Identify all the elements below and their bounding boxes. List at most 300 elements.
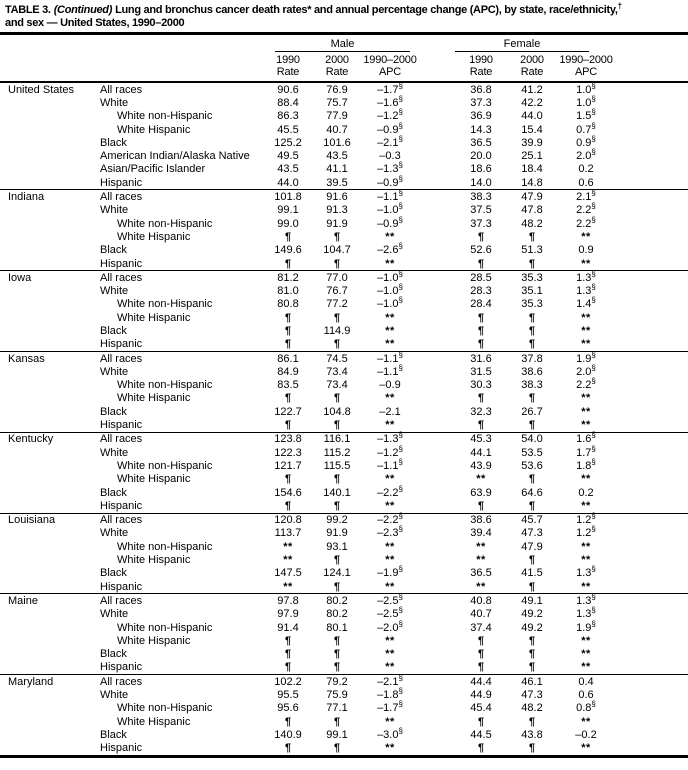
cell-female-2000-rate: 47.3 bbox=[521, 689, 543, 701]
table-row bbox=[0, 324, 688, 337]
section-sign-footnote: § bbox=[398, 605, 403, 615]
value-text: –1.7 bbox=[377, 702, 399, 715]
value-text: –2.1 bbox=[377, 675, 399, 688]
cell-male-2000-rate: ¶ bbox=[333, 580, 341, 593]
table-row bbox=[0, 675, 688, 688]
cell-female-2000-rate: ¶ bbox=[528, 324, 536, 337]
cell-female-1990-rate: 20.0 bbox=[470, 150, 492, 163]
value-text: –2.3 bbox=[377, 527, 399, 540]
cell-female-apc: ** bbox=[581, 661, 591, 674]
cell-male-apc bbox=[361, 269, 419, 284]
cell-female-apc bbox=[557, 282, 615, 298]
cell-female-apc bbox=[557, 214, 615, 230]
section-sign-footnote: § bbox=[398, 107, 403, 117]
cell-male-apc: –0.3 bbox=[379, 150, 401, 163]
cell-male-apc: ** bbox=[385, 648, 395, 661]
header-filler bbox=[615, 54, 688, 78]
header-rate: Rate bbox=[469, 65, 493, 78]
section-sign-footnote: § bbox=[398, 699, 403, 709]
cell-female-apc bbox=[557, 107, 615, 123]
table-row bbox=[0, 201, 688, 217]
cell-male-apc: ** bbox=[385, 499, 395, 512]
value-text: 1.3 bbox=[576, 285, 592, 298]
cell-female-2000-rate: ¶ bbox=[528, 230, 536, 243]
cell-male-1990-rate: 88.4 bbox=[277, 96, 299, 109]
cell-female-2000-rate: ¶ bbox=[528, 392, 536, 405]
cell-male-2000-rate: 140.1 bbox=[323, 486, 351, 499]
cell-male-apc: ** bbox=[385, 715, 395, 728]
cell-female-apc: ** bbox=[581, 311, 591, 324]
table-row bbox=[0, 524, 688, 540]
cell-female-apc bbox=[557, 295, 615, 311]
value-text: –2.6 bbox=[377, 244, 399, 257]
race-ethnicity-label: White bbox=[100, 285, 129, 298]
section-sign-footnote: § bbox=[398, 201, 403, 211]
cell-female-1990-rate: 45.4 bbox=[470, 702, 492, 715]
value-text: –1.0 bbox=[377, 298, 399, 311]
race-ethnicity-label: All races bbox=[100, 433, 143, 446]
value-text: 1.4 bbox=[576, 298, 592, 311]
cell-female-apc bbox=[557, 147, 615, 163]
header-apc: APC bbox=[574, 65, 598, 78]
race-ethnicity-label: Black bbox=[100, 405, 127, 418]
section-sign-footnote: § bbox=[398, 524, 403, 534]
state-group bbox=[0, 270, 688, 351]
state-group bbox=[0, 80, 688, 189]
cell-male-2000-rate: 77.9 bbox=[326, 110, 348, 123]
cell-male-apc: ** bbox=[385, 324, 395, 337]
cell-female-apc bbox=[557, 430, 615, 446]
cell-male-1990-rate: 102.2 bbox=[274, 675, 302, 688]
table-row bbox=[0, 715, 688, 728]
cell-male-1990-rate: 86.3 bbox=[277, 110, 299, 123]
value-text: –2.2 bbox=[377, 514, 399, 527]
value-text: –1.8 bbox=[377, 689, 399, 701]
cell-female-2000-rate: 38.6 bbox=[521, 365, 543, 378]
cell-female-2000-rate: 18.4 bbox=[521, 163, 543, 176]
cell-male-1990-rate: 91.4 bbox=[277, 621, 299, 634]
value-text: –1.2 bbox=[377, 110, 399, 123]
value-text: 1.9 bbox=[576, 352, 592, 365]
state-group bbox=[0, 432, 688, 513]
cell-male-2000-rate: 77.0 bbox=[326, 271, 348, 284]
section-sign-footnote: § bbox=[591, 188, 596, 198]
cell-female-apc bbox=[557, 524, 615, 540]
cell-female-1990-rate: 43.9 bbox=[470, 459, 492, 472]
cell-male-apc bbox=[361, 107, 419, 123]
cell-female-2000-rate: ¶ bbox=[528, 499, 536, 512]
state-group bbox=[0, 351, 688, 432]
race-ethnicity-label: White non-Hispanic bbox=[117, 298, 213, 311]
female-column-group-label: Female bbox=[455, 37, 589, 52]
cell-female-1990-rate: ¶ bbox=[477, 324, 485, 337]
cell-female-apc bbox=[557, 363, 615, 378]
spanner-filler bbox=[615, 37, 688, 52]
cell-female-2000-rate: ¶ bbox=[528, 715, 536, 728]
section-sign-footnote: § bbox=[398, 592, 403, 602]
state-label: Kansas bbox=[8, 352, 45, 365]
cell-male-2000-rate: ¶ bbox=[333, 742, 341, 755]
cell-female-1990-rate: 28.3 bbox=[470, 285, 492, 298]
race-ethnicity-label: All races bbox=[100, 271, 143, 284]
cell-male-2000-rate: 41.1 bbox=[326, 163, 348, 176]
cell-male-apc: ** bbox=[385, 580, 395, 593]
race-ethnicity-label: Black bbox=[100, 567, 127, 580]
cell-female-1990-rate: 14.3 bbox=[470, 123, 492, 136]
section-sign-footnote: § bbox=[398, 269, 403, 279]
header-year: 1990 bbox=[276, 53, 300, 66]
column-header-row bbox=[0, 52, 688, 81]
cell-female-1990-rate: 37.4 bbox=[470, 621, 492, 634]
cell-male-1990-rate: 123.8 bbox=[274, 433, 302, 446]
section-sign-footnote: § bbox=[398, 94, 403, 104]
value-text: 2.2 bbox=[576, 379, 592, 392]
cell-female-2000-rate: 45.7 bbox=[521, 514, 543, 527]
table-row bbox=[0, 605, 688, 621]
value-text: –1.0 bbox=[377, 204, 399, 217]
section-sign-footnote: § bbox=[398, 483, 403, 493]
race-ethnicity-label: Hispanic bbox=[100, 338, 143, 351]
cell-male-apc bbox=[361, 214, 419, 230]
header-gap bbox=[419, 54, 455, 78]
value-text: –1.1 bbox=[377, 459, 399, 472]
cell-male-1990-rate: 147.5 bbox=[274, 567, 302, 580]
cell-female-apc: 0.4 bbox=[578, 675, 594, 688]
cell-female-apc bbox=[557, 564, 615, 580]
cell-male-1990-rate: 101.8 bbox=[274, 191, 302, 204]
section-sign-footnote: § bbox=[591, 564, 596, 574]
race-ethnicity-label: White Hispanic bbox=[117, 392, 191, 405]
value-text: –0.9 bbox=[377, 217, 399, 230]
table-row bbox=[0, 499, 688, 512]
cell-female-apc: ** bbox=[581, 257, 591, 270]
cell-female-2000-rate: 35.3 bbox=[521, 298, 543, 311]
cell-female-apc: ** bbox=[581, 540, 591, 553]
cell-male-1990-rate: 95.6 bbox=[277, 702, 299, 715]
table-row bbox=[0, 594, 688, 607]
cell-female-2000-rate: ¶ bbox=[528, 648, 536, 661]
value-text: –2.0 bbox=[377, 621, 399, 634]
cell-female-apc bbox=[557, 94, 615, 109]
table-row bbox=[0, 728, 688, 741]
cell-female-2000-rate: 39.9 bbox=[521, 136, 543, 149]
cell-female-apc: –0.2 bbox=[575, 728, 597, 741]
value-text: –2.2 bbox=[377, 486, 399, 499]
value-text: 2.0 bbox=[576, 365, 592, 378]
cell-male-2000-rate: 115.2 bbox=[323, 446, 351, 459]
state-group bbox=[0, 189, 688, 270]
value-text: –1.3 bbox=[377, 163, 399, 176]
section-sign-footnote: § bbox=[591, 524, 596, 534]
cell-male-2000-rate: 116.1 bbox=[323, 433, 351, 446]
race-ethnicity-label: White bbox=[100, 608, 129, 621]
cell-female-1990-rate: 31.5 bbox=[470, 365, 492, 378]
table-row bbox=[0, 214, 688, 230]
cell-male-2000-rate: 104.8 bbox=[323, 405, 351, 418]
cell-male-2000-rate: ¶ bbox=[333, 634, 341, 647]
value-text: 1.0 bbox=[576, 83, 592, 96]
race-ethnicity-label: Hispanic bbox=[100, 419, 143, 432]
cell-male-apc bbox=[361, 188, 419, 204]
table-row bbox=[0, 349, 688, 365]
value-text: 1.6 bbox=[576, 433, 592, 446]
cell-male-1990-rate: 43.5 bbox=[277, 163, 299, 176]
table-row bbox=[0, 80, 688, 96]
female-1990-rate-header bbox=[455, 54, 507, 78]
cell-male-1990-rate: ¶ bbox=[284, 230, 292, 243]
cell-male-1990-rate: ¶ bbox=[284, 648, 292, 661]
race-ethnicity-label: All races bbox=[100, 352, 143, 365]
race-ethnicity-label: White non-Hispanic bbox=[117, 702, 213, 715]
cell-male-1990-rate: ¶ bbox=[284, 634, 292, 647]
race-ethnicity-label: Hispanic bbox=[100, 742, 143, 755]
table-row bbox=[0, 688, 688, 701]
cell-male-2000-rate: ¶ bbox=[333, 473, 341, 486]
section-sign-footnote: § bbox=[591, 618, 596, 628]
cell-male-1990-rate: 84.9 bbox=[277, 365, 299, 378]
section-sign-footnote: § bbox=[398, 295, 403, 305]
value-text: 1.2 bbox=[576, 514, 592, 527]
cell-male-1990-rate: 122.7 bbox=[274, 405, 302, 418]
value-text: –1.3 bbox=[377, 433, 399, 446]
section-sign-footnote: § bbox=[398, 120, 403, 130]
cell-male-2000-rate: 99.1 bbox=[326, 728, 348, 741]
table-row bbox=[0, 511, 688, 527]
cell-male-apc bbox=[361, 94, 419, 109]
state-group bbox=[0, 593, 688, 674]
cell-male-apc bbox=[361, 686, 419, 701]
cell-male-apc bbox=[361, 444, 419, 459]
race-ethnicity-label: White bbox=[100, 204, 129, 217]
value-text: 1.5 bbox=[576, 110, 592, 123]
cell-female-1990-rate: 36.5 bbox=[470, 136, 492, 149]
value-text: –1.9 bbox=[377, 567, 399, 580]
cell-female-1990-rate: 45.3 bbox=[470, 433, 492, 446]
race-ethnicity-label: Black bbox=[100, 648, 127, 661]
cell-female-2000-rate: 37.8 bbox=[521, 352, 543, 365]
race-ethnicity-label: Black bbox=[100, 136, 127, 149]
table-row bbox=[0, 376, 688, 392]
cell-male-1990-rate: 90.6 bbox=[277, 83, 299, 96]
cell-male-1990-rate: 122.3 bbox=[274, 446, 302, 459]
cell-female-1990-rate: ¶ bbox=[477, 419, 485, 432]
section-sign-footnote: § bbox=[591, 120, 596, 130]
cell-female-2000-rate: 14.8 bbox=[521, 176, 543, 189]
cell-male-1990-rate: 125.2 bbox=[274, 136, 302, 149]
section-sign-footnote: § bbox=[591, 214, 596, 224]
cell-female-2000-rate: 26.7 bbox=[521, 405, 543, 418]
value-text: –1.2 bbox=[377, 446, 399, 459]
value-text: –2.5 bbox=[377, 594, 399, 607]
cell-male-apc: –0.9 bbox=[379, 379, 401, 392]
cell-male-1990-rate: ¶ bbox=[284, 338, 292, 351]
cell-male-1990-rate: 149.6 bbox=[274, 244, 302, 257]
race-ethnicity-label: White bbox=[100, 527, 129, 540]
race-ethnicity-label: White bbox=[100, 446, 129, 459]
section-sign-footnote: § bbox=[591, 295, 596, 305]
cell-female-2000-rate: 47.9 bbox=[521, 191, 543, 204]
race-ethnicity-label: White bbox=[100, 689, 129, 701]
value-text: –0.9 bbox=[377, 123, 399, 136]
value-text: 2.1 bbox=[576, 191, 592, 204]
section-sign-footnote: § bbox=[398, 457, 403, 467]
cell-female-apc bbox=[557, 269, 615, 284]
table-row bbox=[0, 430, 688, 446]
section-sign-footnote: § bbox=[591, 134, 596, 144]
cell-female-1990-rate: 28.5 bbox=[470, 271, 492, 284]
section-sign-footnote: § bbox=[591, 605, 596, 615]
cell-female-2000-rate: 47.9 bbox=[521, 540, 543, 553]
table-row bbox=[0, 634, 688, 647]
value-text: –1.0 bbox=[377, 285, 399, 298]
race-column-header bbox=[95, 54, 263, 78]
cell-male-2000-rate: 115.5 bbox=[323, 459, 351, 472]
value-text: –1.1 bbox=[377, 365, 399, 378]
cell-female-apc bbox=[557, 457, 615, 472]
cell-female-1990-rate: 44.5 bbox=[470, 728, 492, 741]
cell-male-1990-rate: 81.0 bbox=[277, 285, 299, 298]
race-ethnicity-label: All races bbox=[100, 83, 143, 96]
cell-female-2000-rate: 49.2 bbox=[521, 621, 543, 634]
cell-female-2000-rate: ¶ bbox=[528, 311, 536, 324]
cell-female-apc: ** bbox=[581, 499, 591, 512]
cell-male-1990-rate: 44.0 bbox=[277, 176, 299, 189]
cell-female-2000-rate: ¶ bbox=[528, 661, 536, 674]
cell-male-2000-rate: 76.9 bbox=[326, 83, 348, 96]
section-sign-footnote: § bbox=[398, 214, 403, 224]
cell-female-2000-rate: 53.5 bbox=[521, 446, 543, 459]
section-sign-footnote: § bbox=[591, 444, 596, 453]
cell-female-1990-rate: ¶ bbox=[477, 648, 485, 661]
cell-male-2000-rate: ¶ bbox=[333, 311, 341, 324]
race-ethnicity-label: Asian/Pacific Islander bbox=[100, 163, 206, 176]
cell-male-2000-rate: 73.4 bbox=[326, 365, 348, 378]
cell-female-1990-rate: 31.6 bbox=[470, 352, 492, 365]
table-row bbox=[0, 564, 688, 580]
cell-female-2000-rate: 47.3 bbox=[521, 527, 543, 540]
cell-female-1990-rate: 14.0 bbox=[470, 176, 492, 189]
cell-male-apc bbox=[361, 349, 419, 365]
section-sign-footnote: § bbox=[398, 80, 403, 90]
cell-male-2000-rate: 73.4 bbox=[326, 379, 348, 392]
value-text: 1.0 bbox=[576, 96, 592, 109]
value-text: –1.6 bbox=[377, 96, 399, 109]
cell-male-2000-rate: 93.1 bbox=[326, 540, 348, 553]
cell-male-2000-rate: ¶ bbox=[333, 392, 341, 405]
race-ethnicity-label: White Hispanic bbox=[117, 715, 191, 728]
section-sign-footnote: § bbox=[398, 282, 403, 292]
cell-male-apc bbox=[361, 699, 419, 715]
table-row bbox=[0, 176, 688, 189]
cell-male-1990-rate: ¶ bbox=[284, 311, 292, 324]
cell-female-1990-rate: 37.3 bbox=[470, 217, 492, 230]
cell-male-2000-rate: 91.3 bbox=[326, 204, 348, 217]
section-sign-footnote: § bbox=[591, 430, 596, 440]
table-row bbox=[0, 483, 688, 499]
cell-female-2000-rate: 44.0 bbox=[521, 110, 543, 123]
value-text: 0.8 bbox=[576, 702, 592, 715]
cell-female-2000-rate: ¶ bbox=[528, 554, 536, 567]
cell-female-2000-rate: ¶ bbox=[528, 419, 536, 432]
cell-female-apc bbox=[557, 349, 615, 365]
cell-female-apc: ** bbox=[581, 405, 591, 418]
section-sign-footnote: § bbox=[591, 147, 596, 157]
cell-male-apc bbox=[361, 282, 419, 298]
cell-male-1990-rate: 81.2 bbox=[277, 271, 299, 284]
cell-male-1990-rate: ¶ bbox=[284, 473, 292, 486]
table-row bbox=[0, 699, 688, 715]
continued-label: (Continued) bbox=[53, 4, 113, 16]
cell-male-2000-rate: 79.2 bbox=[326, 675, 348, 688]
cell-female-2000-rate: ¶ bbox=[528, 257, 536, 270]
female-2000-rate-header bbox=[507, 54, 557, 78]
cell-female-apc: 0.2 bbox=[578, 486, 594, 499]
table-row bbox=[0, 160, 688, 176]
race-ethnicity-label: All races bbox=[100, 594, 143, 607]
race-ethnicity-label: White Hispanic bbox=[117, 123, 191, 136]
cell-female-2000-rate: 15.4 bbox=[521, 123, 543, 136]
cell-female-2000-rate: 41.2 bbox=[521, 83, 543, 96]
cell-female-1990-rate: ¶ bbox=[477, 742, 485, 755]
cell-male-1990-rate: ¶ bbox=[284, 324, 292, 337]
cell-male-2000-rate: 75.9 bbox=[326, 689, 348, 701]
state-label: Maine bbox=[8, 594, 38, 607]
cell-female-2000-rate: 47.8 bbox=[521, 204, 543, 217]
header-rate: Rate bbox=[276, 65, 300, 78]
header-range: 1990–2000 bbox=[559, 53, 613, 66]
cell-male-1990-rate: 97.8 bbox=[277, 594, 299, 607]
cell-female-2000-rate: 51.3 bbox=[521, 244, 543, 257]
race-ethnicity-label: White non-Hispanic bbox=[117, 379, 213, 392]
cell-male-2000-rate: 76.7 bbox=[326, 285, 348, 298]
cell-male-2000-rate: 74.5 bbox=[326, 352, 348, 365]
cell-female-2000-rate: ¶ bbox=[528, 473, 536, 486]
cell-male-apc bbox=[361, 430, 419, 446]
table-row bbox=[0, 190, 688, 203]
cell-female-apc bbox=[557, 188, 615, 204]
section-sign-footnote: § bbox=[591, 201, 596, 211]
cell-female-1990-rate: 44.4 bbox=[470, 675, 492, 688]
value-text: 0.7 bbox=[576, 123, 592, 136]
cell-female-apc bbox=[557, 605, 615, 621]
table-row bbox=[0, 338, 688, 351]
cell-female-1990-rate: 37.3 bbox=[470, 96, 492, 109]
value-text: –1.1 bbox=[377, 191, 399, 204]
table-row bbox=[0, 295, 688, 311]
section-sign-footnote: § bbox=[398, 444, 403, 453]
table-row bbox=[0, 136, 688, 149]
cell-female-apc: ** bbox=[581, 554, 591, 567]
cell-female-1990-rate: 36.9 bbox=[470, 110, 492, 123]
value-text: –3.0 bbox=[377, 728, 399, 741]
cell-male-apc bbox=[361, 160, 419, 176]
table-row bbox=[0, 405, 688, 418]
cell-male-2000-rate: ¶ bbox=[333, 648, 341, 661]
cell-female-1990-rate: 28.4 bbox=[470, 298, 492, 311]
section-sign-footnote: § bbox=[591, 376, 596, 386]
cell-male-1990-rate: 95.5 bbox=[277, 689, 299, 701]
cell-female-1990-rate: 44.9 bbox=[470, 689, 492, 701]
cell-female-2000-rate: 41.5 bbox=[521, 567, 543, 580]
table-row bbox=[0, 473, 688, 486]
value-text: 1.7 bbox=[576, 446, 592, 459]
cell-female-1990-rate: ¶ bbox=[477, 257, 485, 270]
cell-female-apc bbox=[557, 80, 615, 96]
cell-male-2000-rate: ¶ bbox=[333, 257, 341, 270]
race-ethnicity-label: White Hispanic bbox=[117, 473, 191, 486]
cell-female-apc: ** bbox=[581, 230, 591, 243]
cell-female-2000-rate: ¶ bbox=[528, 580, 536, 593]
